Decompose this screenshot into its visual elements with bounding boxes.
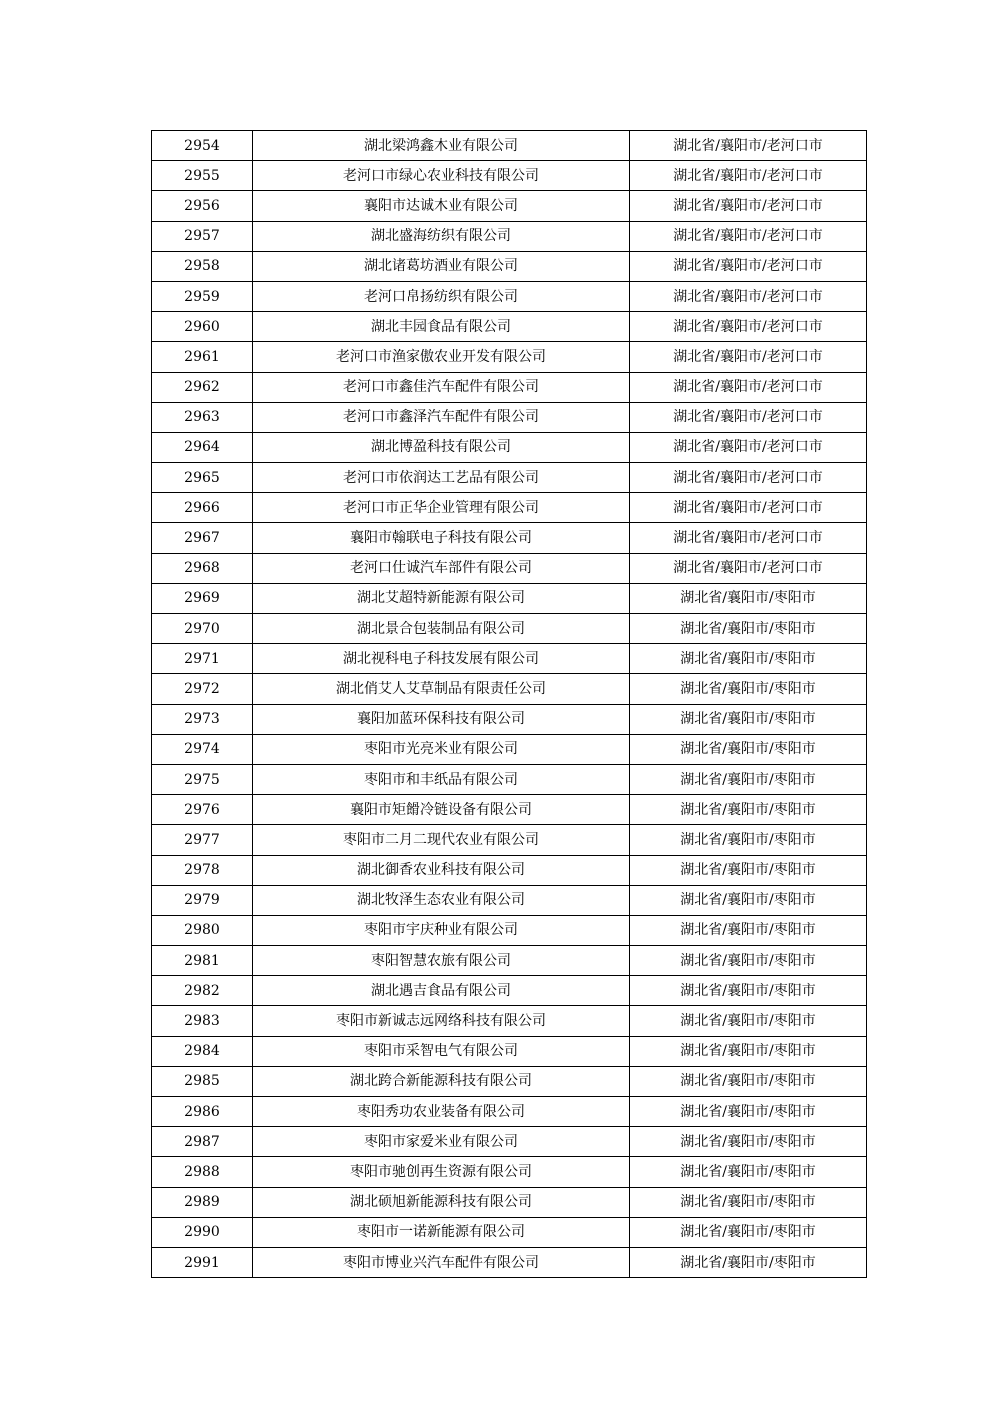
row-number-cell: 2988 [152, 1157, 253, 1187]
company-name-cell: 湖北视科电子科技发展有限公司 [253, 644, 630, 674]
row-number-cell: 2977 [152, 825, 253, 855]
row-number-cell: 2960 [152, 312, 253, 342]
table-row [152, 764, 867, 794]
region-cell: 湖北省/襄阳市/枣阳市 [630, 946, 867, 976]
row-number-cell: 2967 [152, 523, 253, 553]
company-name-cell: 枣阳市光亮米业有限公司 [253, 734, 630, 764]
row-number-cell: 2958 [152, 251, 253, 281]
table-row [152, 1217, 867, 1247]
region-cell: 湖北省/襄阳市/老河口市 [630, 523, 867, 553]
table-row [152, 251, 867, 281]
region-cell: 湖北省/襄阳市/枣阳市 [630, 644, 867, 674]
table-row [152, 342, 867, 372]
row-number-cell: 2957 [152, 221, 253, 251]
company-name-cell: 湖北艾超特新能源有限公司 [253, 583, 630, 613]
row-number-cell: 2969 [152, 583, 253, 613]
table-row [152, 1247, 867, 1277]
row-number-cell: 2970 [152, 614, 253, 644]
table-row [152, 1036, 867, 1066]
table-row [152, 523, 867, 553]
table-row [152, 1127, 867, 1157]
row-number-cell: 2986 [152, 1097, 253, 1127]
region-cell: 湖北省/襄阳市/老河口市 [630, 372, 867, 402]
row-number-cell: 2978 [152, 855, 253, 885]
row-number-cell: 2974 [152, 734, 253, 764]
table-row [152, 644, 867, 674]
company-name-cell: 湖北硕旭新能源科技有限公司 [253, 1187, 630, 1217]
table-body [152, 131, 867, 1278]
table-row [152, 463, 867, 493]
table-row [152, 493, 867, 523]
table-row [152, 372, 867, 402]
company-name-cell: 枣阳智慧农旅有限公司 [253, 946, 630, 976]
company-name-cell: 湖北博盈科技有限公司 [253, 432, 630, 462]
region-cell: 湖北省/襄阳市/老河口市 [630, 463, 867, 493]
table-row [152, 161, 867, 191]
region-cell: 湖北省/襄阳市/老河口市 [630, 221, 867, 251]
region-cell: 湖北省/襄阳市/老河口市 [630, 131, 867, 161]
row-number-cell: 2981 [152, 946, 253, 976]
table-row [152, 131, 867, 161]
company-name-cell: 枣阳市一诺新能源有限公司 [253, 1217, 630, 1247]
table-row [152, 1006, 867, 1036]
region-cell: 湖北省/襄阳市/老河口市 [630, 161, 867, 191]
company-name-cell: 湖北御香农业科技有限公司 [253, 855, 630, 885]
region-cell: 湖北省/襄阳市/老河口市 [630, 191, 867, 221]
company-name-cell: 枣阳市家爱米业有限公司 [253, 1127, 630, 1157]
company-name-cell: 湖北景合包装制品有限公司 [253, 614, 630, 644]
company-name-cell: 湖北盛海纺织有限公司 [253, 221, 630, 251]
company-name-cell: 枣阳市驰创再生资源有限公司 [253, 1157, 630, 1187]
row-number-cell: 2991 [152, 1247, 253, 1277]
region-cell: 湖北省/襄阳市/枣阳市 [630, 1066, 867, 1096]
table-row [152, 946, 867, 976]
company-name-cell: 枣阳秀功农业装备有限公司 [253, 1097, 630, 1127]
region-cell: 湖北省/襄阳市/枣阳市 [630, 1187, 867, 1217]
region-cell: 湖北省/襄阳市/枣阳市 [630, 795, 867, 825]
row-number-cell: 2975 [152, 764, 253, 794]
row-number-cell: 2987 [152, 1127, 253, 1157]
table-row [152, 281, 867, 311]
region-cell: 湖北省/襄阳市/枣阳市 [630, 734, 867, 764]
company-name-cell: 湖北丰园食品有限公司 [253, 312, 630, 342]
row-number-cell: 2984 [152, 1036, 253, 1066]
row-number-cell: 2980 [152, 915, 253, 945]
table-row [152, 402, 867, 432]
company-name-cell: 老河口市依润达工艺品有限公司 [253, 463, 630, 493]
company-name-cell: 枣阳市二月二现代农业有限公司 [253, 825, 630, 855]
table-row [152, 734, 867, 764]
company-name-cell: 枣阳市和丰纸品有限公司 [253, 764, 630, 794]
company-name-cell: 老河口帛扬纺织有限公司 [253, 281, 630, 311]
table-row [152, 704, 867, 734]
row-number-cell: 2971 [152, 644, 253, 674]
row-number-cell: 2989 [152, 1187, 253, 1217]
company-name-cell: 襄阳市矩餶冷链设备有限公司 [253, 795, 630, 825]
region-cell: 湖北省/襄阳市/枣阳市 [630, 915, 867, 945]
company-name-cell: 老河口仕诚汽车部件有限公司 [253, 553, 630, 583]
row-number-cell: 2955 [152, 161, 253, 191]
row-number-cell: 2961 [152, 342, 253, 372]
row-number-cell: 2973 [152, 704, 253, 734]
company-name-cell: 枣阳市采智电气有限公司 [253, 1036, 630, 1066]
table-row [152, 795, 867, 825]
company-name-cell: 老河口市正华企业管理有限公司 [253, 493, 630, 523]
company-name-cell: 襄阳加蓝环保科技有限公司 [253, 704, 630, 734]
company-name-cell: 湖北遇吉食品有限公司 [253, 976, 630, 1006]
company-name-cell: 襄阳市翰联电子科技有限公司 [253, 523, 630, 553]
region-cell: 湖北省/襄阳市/枣阳市 [630, 1127, 867, 1157]
row-number-cell: 2979 [152, 885, 253, 915]
row-number-cell: 2954 [152, 131, 253, 161]
table-row [152, 312, 867, 342]
table-row [152, 1066, 867, 1096]
table-row [152, 614, 867, 644]
region-cell: 湖北省/襄阳市/枣阳市 [630, 976, 867, 1006]
company-name-cell: 湖北诸葛坊酒业有限公司 [253, 251, 630, 281]
table-row [152, 825, 867, 855]
region-cell: 湖北省/襄阳市/老河口市 [630, 342, 867, 372]
region-cell: 湖北省/襄阳市/枣阳市 [630, 1036, 867, 1066]
table-row [152, 1157, 867, 1187]
row-number-cell: 2965 [152, 463, 253, 493]
region-cell: 湖北省/襄阳市/老河口市 [630, 312, 867, 342]
company-name-cell: 湖北牧泽生态农业有限公司 [253, 885, 630, 915]
row-number-cell: 2966 [152, 493, 253, 523]
region-cell: 湖北省/襄阳市/老河口市 [630, 402, 867, 432]
region-cell: 湖北省/襄阳市/枣阳市 [630, 614, 867, 644]
company-name-cell: 老河口市渔家傲农业开发有限公司 [253, 342, 630, 372]
row-number-cell: 2990 [152, 1217, 253, 1247]
table-row [152, 976, 867, 1006]
row-number-cell: 2968 [152, 553, 253, 583]
row-number-cell: 2982 [152, 976, 253, 1006]
table-row [152, 885, 867, 915]
row-number-cell: 2983 [152, 1006, 253, 1036]
region-cell: 湖北省/襄阳市/枣阳市 [630, 1247, 867, 1277]
region-cell: 湖北省/襄阳市/枣阳市 [630, 674, 867, 704]
table-row [152, 915, 867, 945]
region-cell: 湖北省/襄阳市/枣阳市 [630, 1006, 867, 1036]
region-cell: 湖北省/襄阳市/枣阳市 [630, 855, 867, 885]
row-number-cell: 2959 [152, 281, 253, 311]
table-row [152, 674, 867, 704]
region-cell: 湖北省/襄阳市/枣阳市 [630, 1217, 867, 1247]
row-number-cell: 2985 [152, 1066, 253, 1096]
company-name-cell: 襄阳市达诚木业有限公司 [253, 191, 630, 221]
region-cell: 湖北省/襄阳市/枣阳市 [630, 583, 867, 613]
region-cell: 湖北省/襄阳市/老河口市 [630, 493, 867, 523]
table-row [152, 221, 867, 251]
table-row [152, 191, 867, 221]
row-number-cell: 2956 [152, 191, 253, 221]
region-cell: 湖北省/襄阳市/枣阳市 [630, 825, 867, 855]
company-list-table [151, 130, 867, 1278]
company-name-cell: 枣阳市宇庆种业有限公司 [253, 915, 630, 945]
region-cell: 湖北省/襄阳市/枣阳市 [630, 1157, 867, 1187]
row-number-cell: 2963 [152, 402, 253, 432]
row-number-cell: 2964 [152, 432, 253, 462]
company-name-cell: 枣阳市新诚志远网络科技有限公司 [253, 1006, 630, 1036]
table-row [152, 432, 867, 462]
company-name-cell: 老河口市绿心农业科技有限公司 [253, 161, 630, 191]
row-number-cell: 2962 [152, 372, 253, 402]
region-cell: 湖北省/襄阳市/枣阳市 [630, 885, 867, 915]
company-name-cell: 湖北梁鸿鑫木业有限公司 [253, 131, 630, 161]
region-cell: 湖北省/襄阳市/枣阳市 [630, 764, 867, 794]
region-cell: 湖北省/襄阳市/老河口市 [630, 281, 867, 311]
region-cell: 湖北省/襄阳市/枣阳市 [630, 1097, 867, 1127]
company-name-cell: 老河口市鑫佳汽车配件有限公司 [253, 372, 630, 402]
region-cell: 湖北省/襄阳市/枣阳市 [630, 704, 867, 734]
row-number-cell: 2976 [152, 795, 253, 825]
table-row [152, 855, 867, 885]
region-cell: 湖北省/襄阳市/老河口市 [630, 432, 867, 462]
table-row [152, 1187, 867, 1217]
region-cell: 湖北省/襄阳市/老河口市 [630, 553, 867, 583]
table-row [152, 553, 867, 583]
row-number-cell: 2972 [152, 674, 253, 704]
company-name-cell: 湖北跨合新能源科技有限公司 [253, 1066, 630, 1096]
company-name-cell: 老河口市鑫泽汽车配件有限公司 [253, 402, 630, 432]
company-name-cell: 枣阳市博业兴汽车配件有限公司 [253, 1247, 630, 1277]
region-cell: 湖北省/襄阳市/老河口市 [630, 251, 867, 281]
table-row [152, 583, 867, 613]
table-row [152, 1097, 867, 1127]
company-name-cell: 湖北俏艾人艾草制品有限责任公司 [253, 674, 630, 704]
